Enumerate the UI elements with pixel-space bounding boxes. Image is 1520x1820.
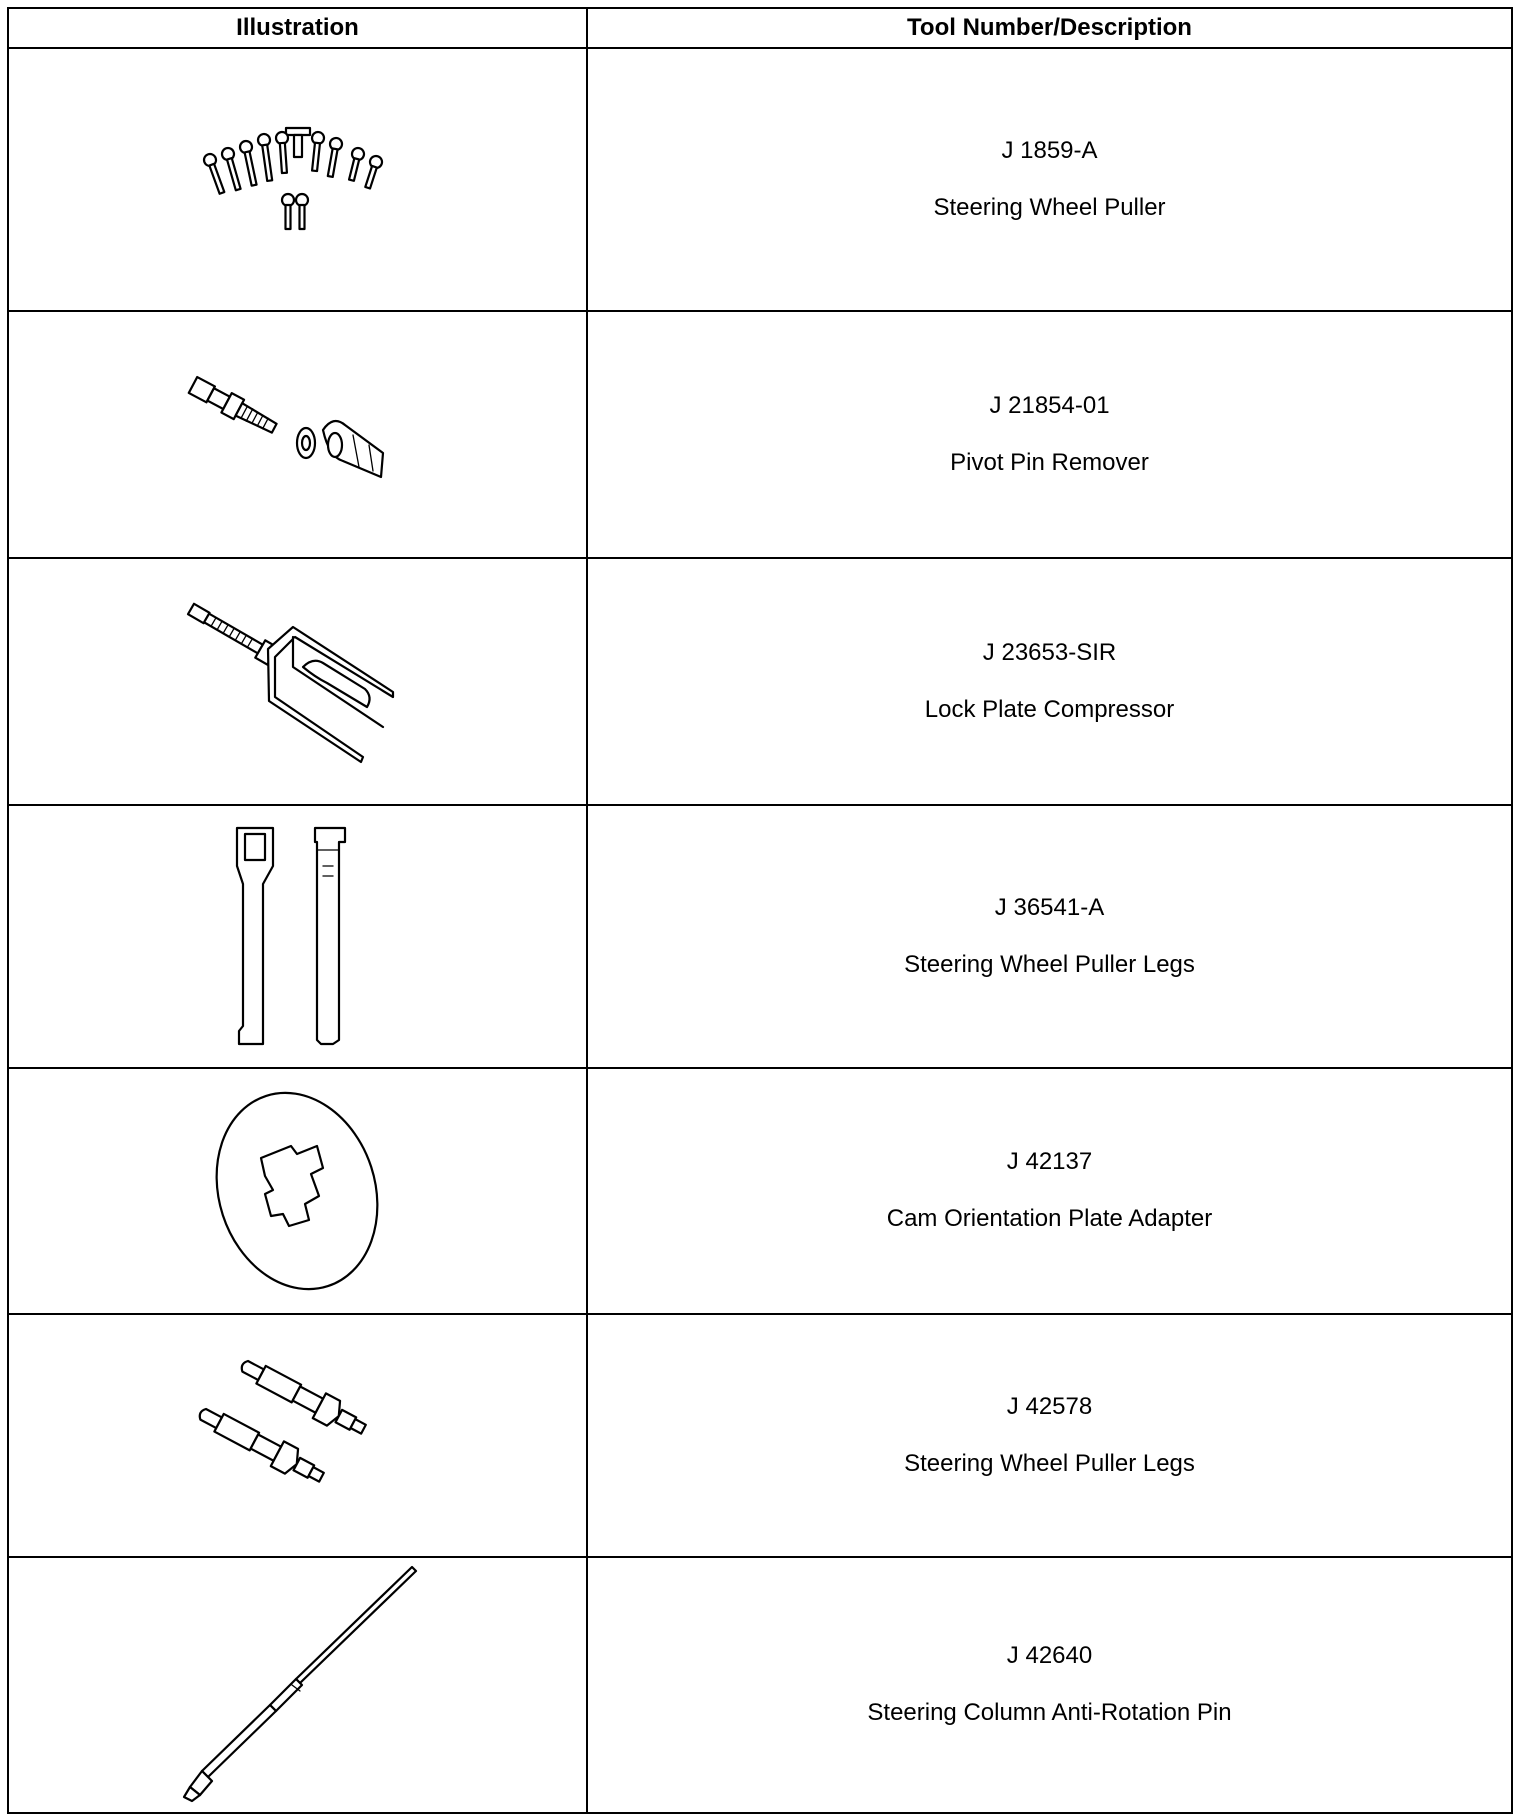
tool-description: Steering Column Anti-Rotation Pin: [867, 1699, 1232, 1726]
special-tools-table: [7, 7, 1513, 1814]
illustration-cell: [8, 48, 587, 311]
table-header-row: [8, 8, 1512, 48]
tool-description: Lock Plate Compressor: [924, 695, 1175, 723]
table-row: [8, 805, 1512, 1068]
lock-plate-compressor-icon: [183, 597, 413, 767]
tool-cell: [587, 1314, 1512, 1557]
tool-description: Cam Orientation Plate Adapter: [886, 1205, 1213, 1232]
table-row: [8, 558, 1512, 805]
illustration-cell: [8, 1314, 587, 1557]
illustration-cell: [8, 1068, 587, 1314]
illustration-cell: [8, 805, 587, 1068]
table-row: [8, 48, 1512, 311]
tool-cell: [587, 558, 1512, 805]
tool-number: J 21854-01: [989, 391, 1110, 419]
tool-number: J 42640: [1006, 1642, 1093, 1670]
tool-cell: [587, 311, 1512, 558]
tool-description: Steering Wheel Puller Legs: [904, 950, 1195, 978]
header-illustration: Illustration: [8, 8, 587, 48]
tool-number: J 42578: [1006, 1392, 1093, 1420]
tool-number: J 1859-A: [1001, 136, 1098, 164]
cam-plate-adapter-icon: [213, 1086, 383, 1296]
table-row: [8, 311, 1512, 558]
table-row: [8, 1557, 1512, 1813]
steering-wheel-puller-icon: [188, 120, 408, 240]
illustration-cell: [8, 311, 587, 558]
tool-cell: [587, 1557, 1512, 1813]
tool-description: Steering Wheel Puller Legs: [904, 1449, 1195, 1477]
illustration-cell: [8, 1557, 587, 1813]
tool-number: J 23653-SIR: [982, 638, 1117, 666]
tool-description: Steering Wheel Puller: [933, 193, 1166, 221]
table-row: [8, 1068, 1512, 1314]
anti-rotation-pin-icon: [178, 1565, 418, 1805]
tool-description: Pivot Pin Remover: [950, 448, 1149, 476]
illustration-cell: [8, 558, 587, 805]
tool-cell: [587, 1068, 1512, 1314]
tool-cell: [587, 48, 1512, 311]
puller-legs-icon: [233, 826, 363, 1048]
tool-number: J 36541-A: [994, 893, 1105, 921]
header-tool-number-description: Tool Number/Description: [587, 8, 1512, 48]
table-row: [8, 1314, 1512, 1557]
puller-legs-threaded-icon: [198, 1351, 398, 1521]
tool-number: J 42137: [1006, 1148, 1093, 1176]
pivot-pin-remover-icon: [183, 365, 413, 505]
tool-cell: [587, 805, 1512, 1068]
